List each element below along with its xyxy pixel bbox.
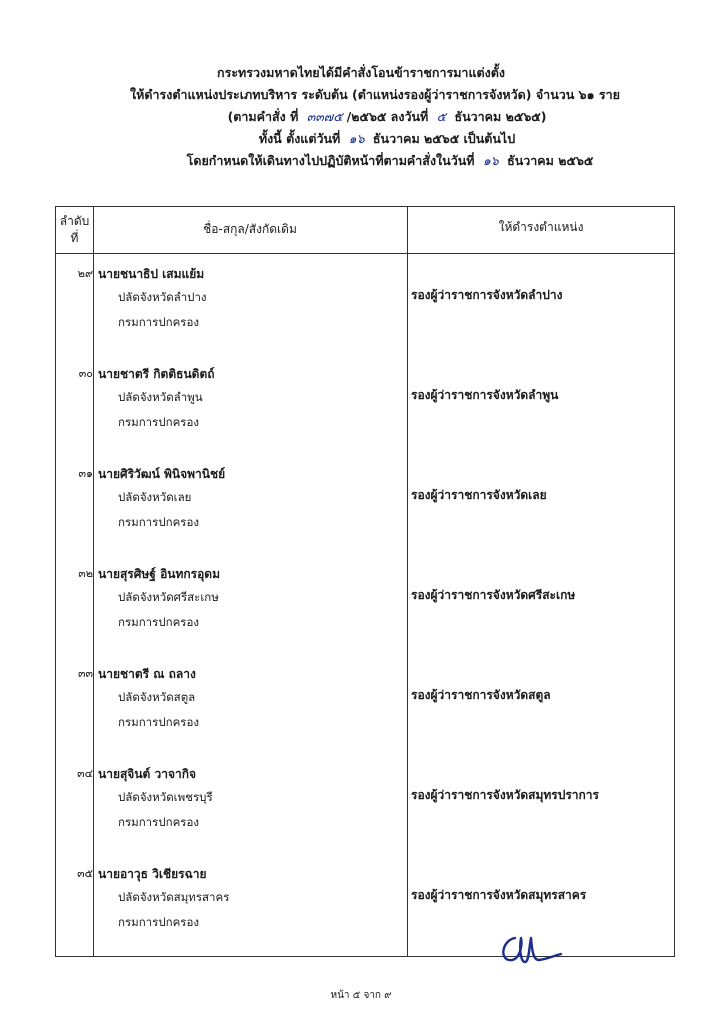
row-name: นายศิริวัฒน์ พินิจพานิชย์: [98, 467, 226, 481]
row-new-position: รองผู้ว่าราชการจังหวัดเลย: [411, 488, 547, 502]
row-seq: ๓๕: [77, 867, 93, 880]
header-line-3: [0, 106, 722, 128]
column-header-seq: ลำดับ ที่: [59, 214, 90, 245]
travel-prefix: โดยกำหนดให้เดินทางไปปฏิบัติหน้าที่ตามคำสั่งในวันที่: [186, 153, 475, 168]
appointment-table: [55, 206, 675, 957]
effective-prefix: ทั้งนี้ ตั้งแต่วันที่: [258, 131, 341, 146]
document-header: [0, 62, 722, 172]
row-origin: ปลัดจังหวัดลำพูน: [118, 390, 203, 404]
row-new-position: รองผู้ว่าราชการจังหวัดสตูล: [411, 688, 551, 702]
page-number: หน้า ๕ จาก ๙: [330, 990, 392, 1001]
effective-suffix: ธันวาคม ๒๕๖๕ เป็นต้นไป: [372, 131, 516, 146]
row-origin: ปลัดจังหวัดเพชรบุรี: [118, 790, 213, 804]
row-department: กรมการปกครอง: [118, 715, 199, 729]
row-new-position: รองผู้ว่าราชการจังหวัดสมุทรปราการ: [411, 788, 599, 802]
row-new-position: รองผู้ว่าราชการจังหวัดลำพูน: [411, 388, 559, 402]
column-header-name: ชื่อ-สกุล/สังกัดเดิม: [203, 222, 297, 236]
row-department: กรมการปกครอง: [118, 415, 199, 429]
row-seq: ๓๒: [78, 567, 93, 580]
table-row: [56, 265, 674, 365]
row-department: กรมการปกครอง: [118, 915, 199, 929]
row-department: กรมการปกครอง: [118, 615, 199, 629]
row-name: นายชาตรี ณ ถลาง: [98, 667, 196, 681]
table-row: [56, 365, 674, 465]
handwritten-travel-day: ๑๖: [482, 153, 499, 168]
order-date-label: /๒๕๖๕ ลงวันที่: [346, 109, 429, 124]
row-seq: ๓๑: [78, 467, 93, 480]
column-header-position: ให้ดำรงตำแหน่ง: [498, 220, 584, 234]
row-new-position: รองผู้ว่าราชการจังหวัดสมุทรสาคร: [411, 888, 587, 902]
order-month-year: ธันวาคม ๒๕๖๕): [454, 109, 547, 124]
travel-suffix: ธันวาคม ๒๕๖๕: [507, 153, 594, 168]
row-origin: ปลัดจังหวัดสมุทรสาคร: [118, 890, 230, 904]
row-new-position: รองผู้ว่าราชการจังหวัดลำปาง: [411, 288, 563, 302]
row-name: นายชนาธิป เสมแย้ม: [98, 267, 205, 281]
row-name: นายสุรศิษฐ์ อินทกรอุดม: [98, 567, 221, 581]
table-row: [56, 665, 674, 765]
row-origin: ปลัดจังหวัดสตูล: [118, 690, 196, 704]
row-seq: ๓๓: [77, 667, 93, 680]
row-origin: ปลัดจังหวัดเลย: [118, 490, 192, 504]
row-origin: ปลัดจังหวัดศรีสะเกษ: [118, 590, 219, 604]
row-seq: ๓๔: [77, 767, 93, 780]
row-department: กรมการปกครอง: [118, 515, 199, 529]
handwritten-order-number: ๓๓๗๕: [306, 109, 343, 124]
header-line-4: [0, 128, 722, 150]
row-name: นายสุจินต์ วาจากิจ: [98, 767, 197, 781]
row-name: นายชาตรี กิตติธนดิตถ์: [98, 367, 215, 381]
row-department: กรมการปกครอง: [118, 315, 199, 329]
row-name: นายอาวุธ วิเชียรฉาย: [98, 867, 207, 881]
handwritten-signature: [495, 928, 565, 972]
table-row: [56, 765, 674, 865]
handwritten-effective-day: ๑๖: [348, 131, 365, 146]
row-department: กรมการปกครอง: [118, 815, 199, 829]
header-divider: [56, 253, 674, 254]
header-line-1: กระทรวงมหาดไทยได้มีคำสั่งโอนข้าราชการมาแต่งตั้ง: [217, 65, 505, 80]
table-row: [56, 865, 674, 965]
order-prefix: (ตามคำสั่ง ที่: [227, 109, 299, 124]
header-line-5: [0, 150, 722, 172]
row-new-position: รองผู้ว่าราชการจังหวัดศรีสะเกษ: [411, 588, 576, 602]
row-seq: ๒๙: [77, 267, 93, 280]
table-row: [56, 565, 674, 665]
row-seq: ๓๐: [78, 367, 93, 380]
table-row: [56, 465, 674, 565]
header-line-2: ให้ดำรงตำแหน่งประเภทบริหาร ระดับต้น (ตำแหน่งรองผู้ว่าราชการจังหวัด) จำนวน ๖๑ ราย: [130, 87, 620, 102]
handwritten-order-day: ๕: [436, 109, 447, 124]
row-origin: ปลัดจังหวัดลำปาง: [118, 290, 207, 304]
